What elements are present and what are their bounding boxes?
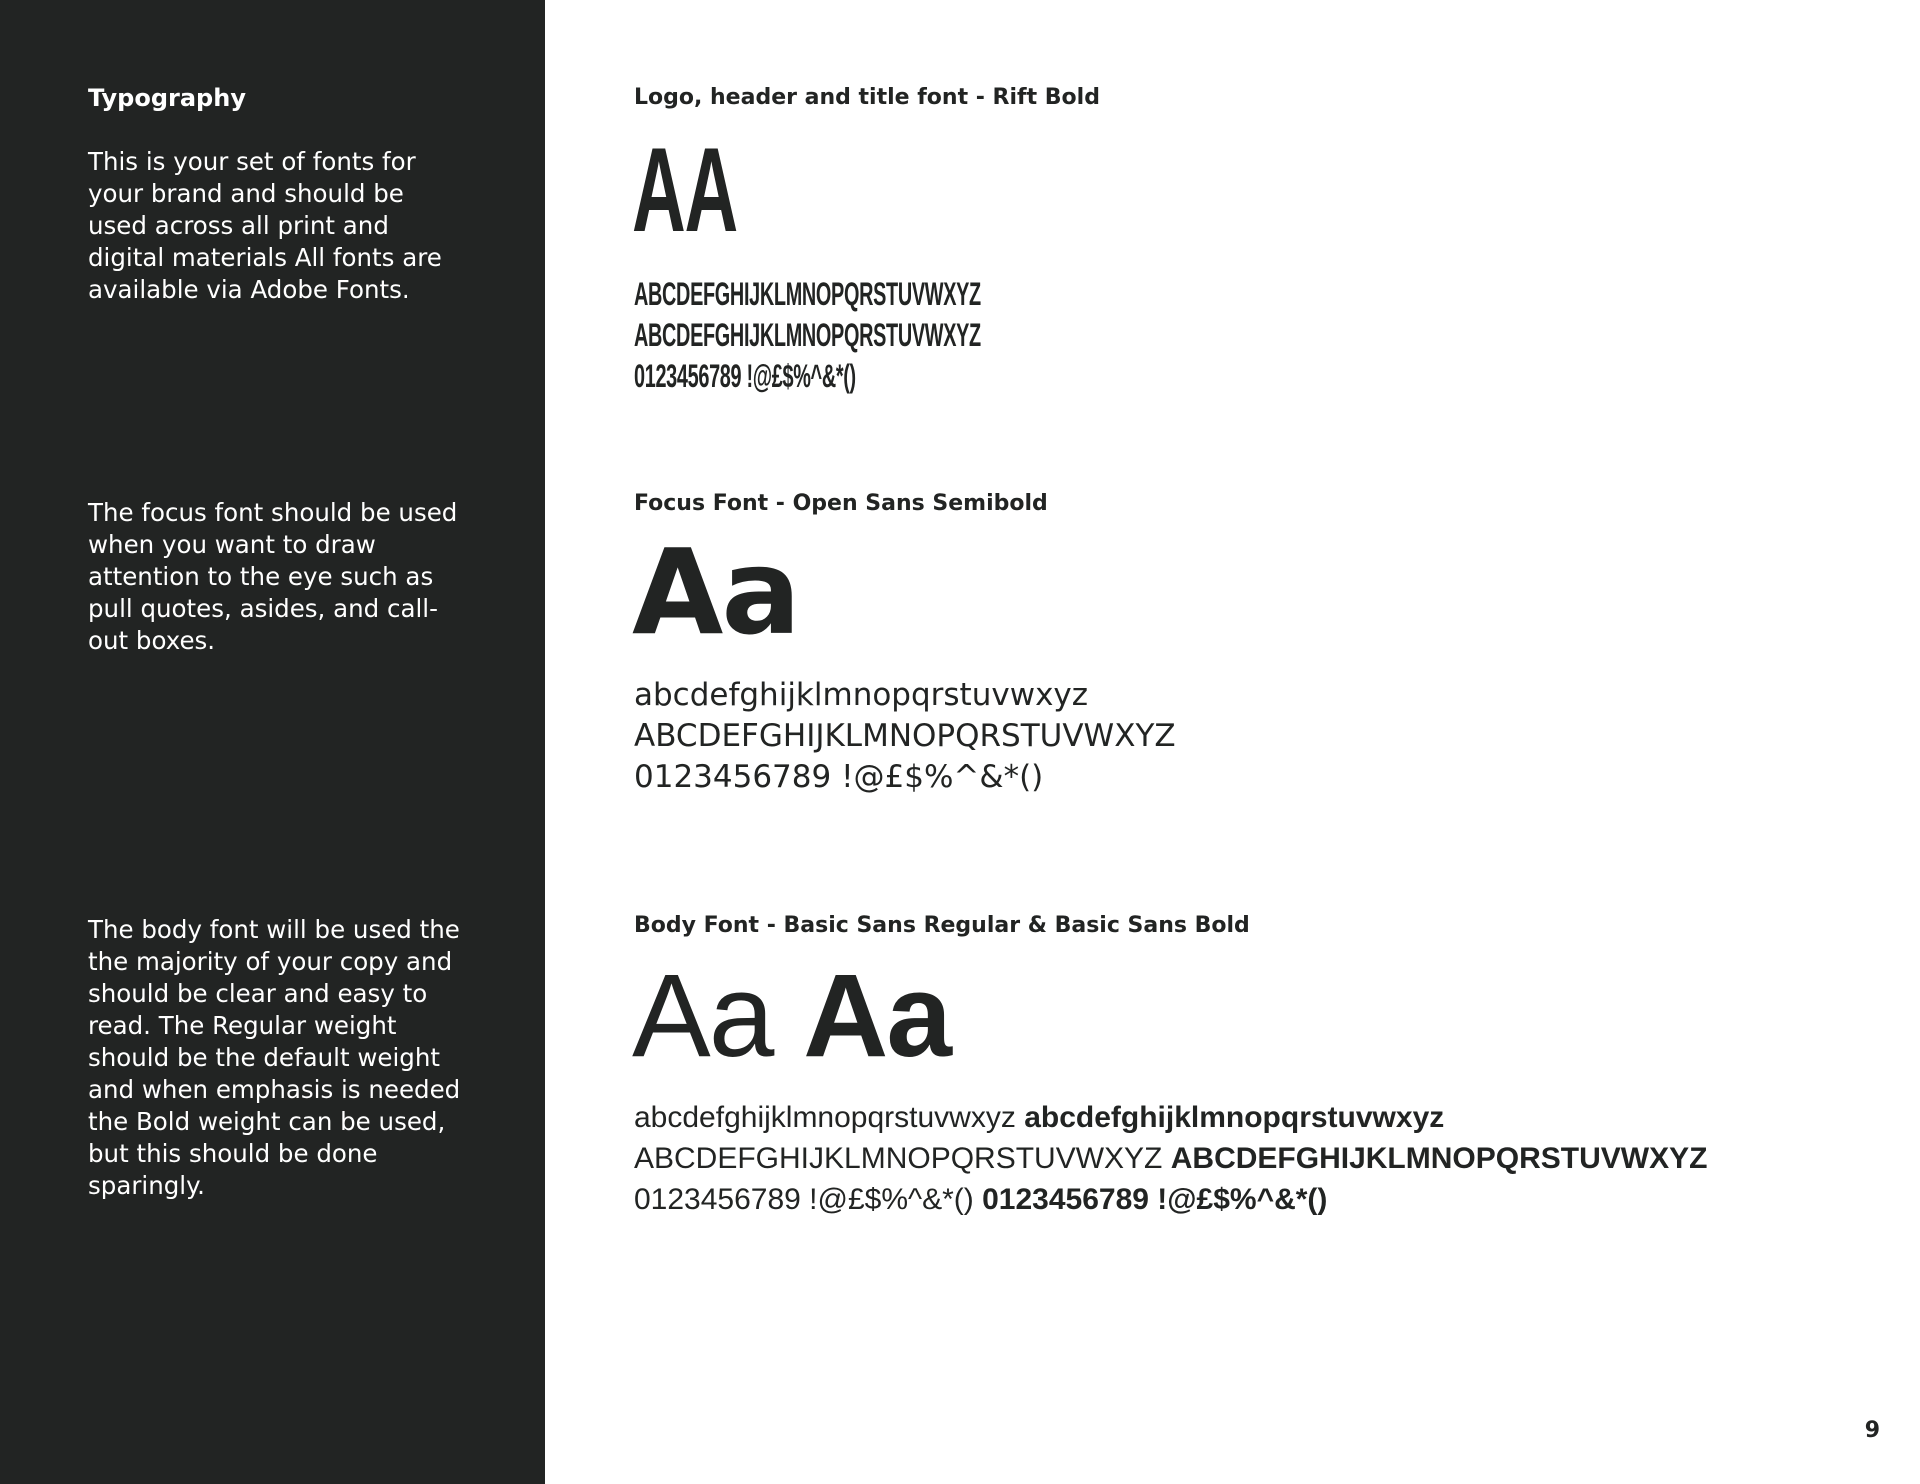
body-digits-line <box>634 1179 1707 1220</box>
rift-digits-symbols-line: 0123456789 !@£$%^&*() <box>634 358 856 394</box>
focus-digits-symbols-line: 0123456789 !@£$%^&*() <box>634 759 1044 795</box>
focus-font-description: The focus font should be used when you want to draw attention to the eye such as pull quotes, asides, and call-out boxes. <box>88 498 458 655</box>
intro-paragraph: This is your set of fonts for your brand and should be used across all print and digital materials All fonts are available via Adobe Fonts. <box>88 147 442 304</box>
rift-uppercase-line: ABCDEFGHIJKLMNOPQRSTUVWXYZ <box>634 276 981 312</box>
body-lowercase-regular: abcdefghijklmnopqrstuvwxyz <box>634 1101 1016 1134</box>
focus-font-glyphs <box>634 675 1176 798</box>
focus-font-sample: Aa <box>632 523 799 661</box>
focus-font-label: Focus Font - Open Sans Semibold <box>634 491 1048 516</box>
body-uppercase-line <box>634 1138 1707 1179</box>
body-font-glyphs <box>634 1097 1707 1220</box>
body-font-description: The body font will be used the the majority of your copy and should be clear and easy to read. The Regular weight should be the default weight and when emphasis is needed the Bold weight can be used, but this should be done sparingly. <box>88 915 461 1200</box>
body-font-label: Body Font - Basic Sans Regular & Basic Sans Bold <box>634 913 1250 938</box>
body-sample-regular: Aa <box>632 950 773 1082</box>
body-sample-bold: Aa <box>803 950 950 1082</box>
body-digits-regular: 0123456789 !@£$%^&*() <box>634 1183 974 1216</box>
sidebar-title: Typography <box>88 84 246 112</box>
focus-uppercase-line: ABCDEFGHIJKLMNOPQRSTUVWXYZ <box>634 718 1176 754</box>
body-uppercase-bold: ABCDEFGHIJKLMNOPQRSTUVWXYZ <box>1170 1142 1708 1175</box>
rift-uppercase-line-2: ABCDEFGHIJKLMNOPQRSTUVWXYZ <box>634 317 981 353</box>
body-uppercase-regular: ABCDEFGHIJKLMNOPQRSTUVWXYZ <box>634 1142 1163 1175</box>
sidebar <box>0 0 545 1484</box>
page-number: 9 <box>1864 1418 1880 1443</box>
rift-font-label: Logo, header and title font - Rift Bold <box>634 85 1100 110</box>
rift-font-sample: AA <box>632 123 737 257</box>
body-lowercase-bold: abcdefghijklmnopqrstuvwxyz <box>1024 1101 1445 1134</box>
body-font-sample <box>632 950 950 1082</box>
focus-lowercase-line: abcdefghijklmnopqrstuvwxyz <box>634 677 1089 713</box>
rift-font-glyphs <box>634 274 981 397</box>
body-lowercase-line <box>634 1097 1707 1138</box>
body-digits-bold: 0123456789 !@£$%^&*() <box>982 1183 1328 1216</box>
